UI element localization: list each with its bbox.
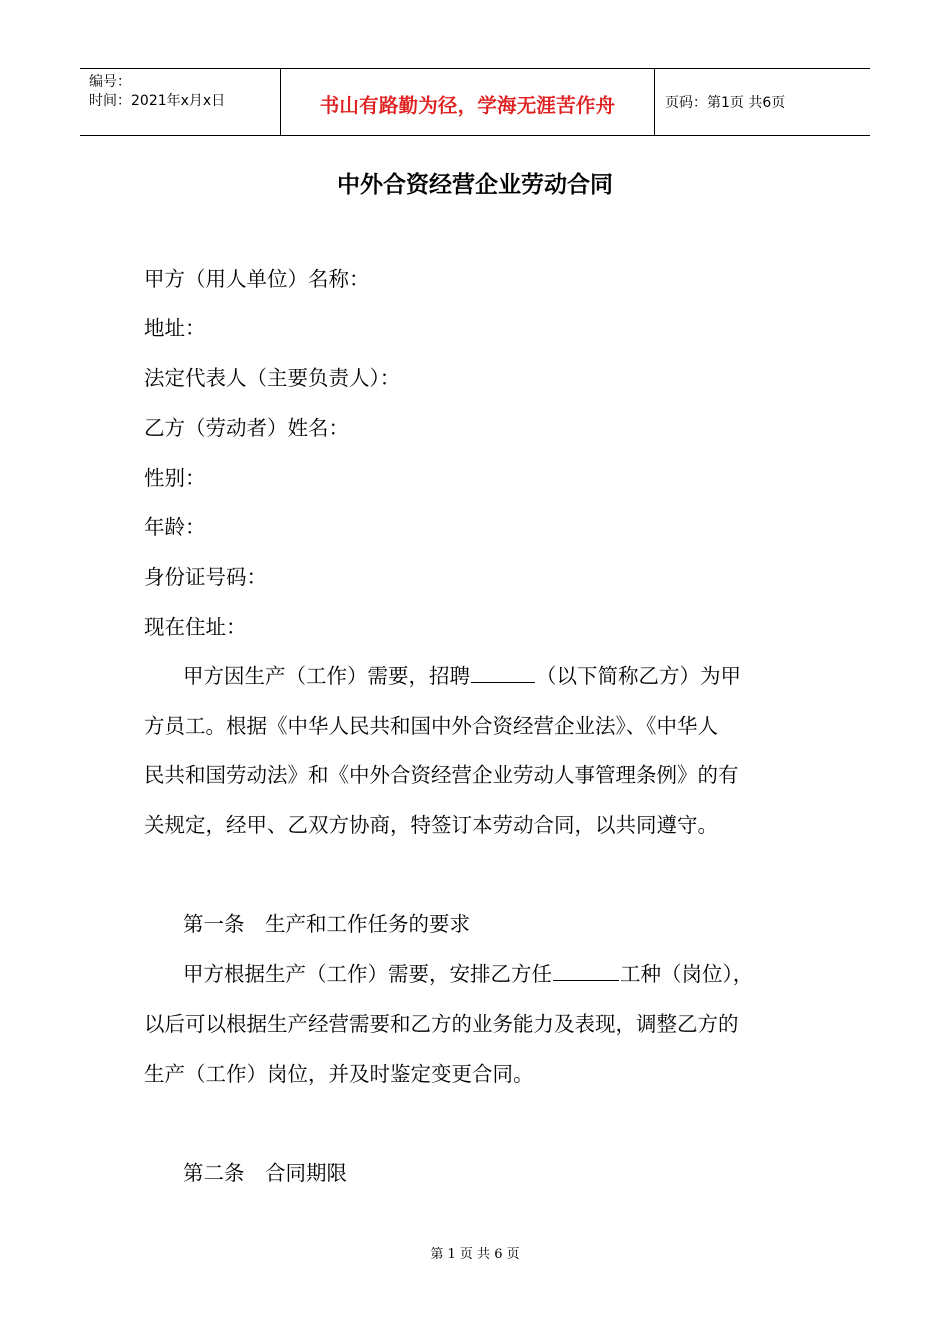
header-table — [80, 68, 870, 136]
document-title: 中外合资经营企业劳动合同 — [337, 171, 613, 198]
article-1-line-1 — [183, 960, 753, 988]
header-motto: 书山有路勤为径，学海无涯苦作舟 — [319, 94, 616, 117]
field-id-number: 身份证号码： — [144, 565, 267, 589]
intro-line-1-after: （以下简称乙方）为甲 — [536, 664, 741, 688]
header-motto-cell — [281, 69, 655, 135]
article-1-heading: 第一条 生产和工作任务的要求 — [183, 912, 470, 936]
header-page-info: 页码：第1页 共6页 — [665, 95, 786, 111]
article-1-line-3: 生产（工作）岗位，并及时鉴定变更合同。 — [144, 1062, 534, 1086]
article-1-line-1-after: 工种（岗位）， — [620, 962, 754, 986]
field-current-address: 现在住址： — [144, 615, 247, 639]
document-time-label: 时间：2021年x月x日 — [89, 93, 226, 109]
intro-line-3: 民共和国劳动法》和《中外合资经营企业劳动人事管理条例》的有 — [144, 763, 739, 787]
intro-line-1 — [183, 662, 741, 690]
article-2-heading: 第二条 合同期限 — [183, 1161, 347, 1185]
field-legal-rep: 法定代表人（主要负责人）： — [144, 366, 401, 390]
field-party-b-name: 乙方（劳动者）姓名： — [144, 416, 349, 440]
recruit-name-blank — [471, 662, 535, 683]
article-1-line-2: 以后可以根据生产经营需要和乙方的业务能力及表现，调整乙方的 — [144, 1012, 739, 1036]
header-meta-cell — [80, 69, 281, 135]
job-type-blank — [553, 960, 619, 981]
field-age: 年龄： — [144, 515, 206, 539]
header-page-cell — [655, 69, 870, 135]
field-gender: 性别： — [144, 466, 206, 490]
document-number-label: 编号： — [89, 74, 131, 90]
field-address: 地址： — [144, 316, 206, 340]
field-party-a-name: 甲方（用人单位）名称： — [144, 267, 370, 291]
article-1-line-1-before: 甲方根据生产（工作）需要，安排乙方任 — [183, 962, 552, 986]
intro-line-1-before: 甲方因生产（工作）需要，招聘 — [183, 664, 470, 688]
page-footer: 第 1 页 共 6 页 — [430, 1247, 520, 1262]
intro-line-4: 关规定，经甲、乙双方协商，特签订本劳动合同，以共同遵守。 — [144, 813, 718, 837]
intro-line-2: 方员工。根据《中华人民共和国中外合资经营企业法》、《中华人 — [144, 714, 718, 738]
